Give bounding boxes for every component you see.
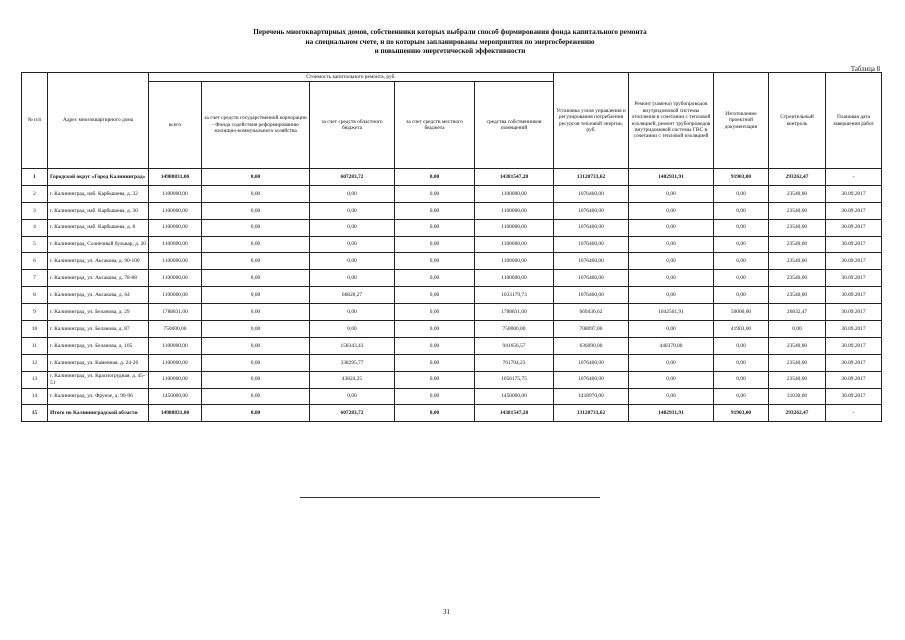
row-regional: 607283,72	[310, 169, 395, 186]
row-control: 23540,00	[769, 219, 826, 236]
row-pipes: 0,00	[629, 270, 714, 287]
row-meters: 1076460,00	[554, 236, 629, 253]
row-pipes: 0,00	[629, 354, 714, 371]
document-title	[140, 28, 760, 57]
row-deadline: 30.09.2017	[826, 304, 882, 321]
row-total: 14988831,00	[149, 169, 202, 186]
row-design: 50000,00	[714, 304, 769, 321]
row-deadline: 30.09.2017	[826, 253, 882, 270]
row-meters: 1076460,00	[554, 270, 629, 287]
row-deadline: 30.09.2017	[826, 321, 882, 338]
row-total: 1100000,00	[149, 202, 202, 219]
row-design: 41903,00	[714, 321, 769, 338]
row-address: г. Калининград, Солнечный бульвар, д. 20	[48, 236, 149, 253]
houses-table	[21, 72, 882, 422]
row-fund: 0,00	[202, 202, 310, 219]
table-row	[22, 202, 882, 219]
row-owners: 14381547,28	[475, 169, 554, 186]
title-line-3: и повышению энергетической эффективности	[374, 47, 526, 55]
row-owners: 761704,23	[475, 354, 554, 371]
signature-line	[300, 497, 600, 498]
row-design: 0,00	[714, 371, 769, 388]
row-owners: 1033179,73	[475, 287, 554, 304]
row-design: 0,00	[714, 287, 769, 304]
row-fund: 0,00	[202, 169, 310, 186]
table-row	[22, 371, 882, 388]
row-total: 1788831,00	[149, 304, 202, 321]
row-meters: 1076460,00	[554, 371, 629, 388]
row-address: г. Калининград, ул. Беланова, д. 87	[48, 321, 149, 338]
table-row	[22, 337, 882, 354]
row-pipes: 0,00	[629, 202, 714, 219]
row-fund: 0,00	[202, 236, 310, 253]
row-fund: 0,00	[202, 405, 310, 422]
row-regional: 66820,27	[310, 287, 395, 304]
row-meters: 636090,00	[554, 337, 629, 354]
row-local: 0,00	[395, 270, 475, 287]
row-total: 1100000,00	[149, 219, 202, 236]
row-deadline: 30.09.2017	[826, 337, 882, 354]
row-pipes: 0,00	[629, 219, 714, 236]
row-meters: 1076460,00	[554, 287, 629, 304]
row-total: 1100000,00	[149, 287, 202, 304]
row-number: 9	[22, 304, 48, 321]
header-regional: за счет средств областного бюджета	[310, 82, 395, 169]
row-deadline: 30.09.2017	[826, 202, 882, 219]
row-total: 1100000,00	[149, 253, 202, 270]
header-owners: средства собственников помещений	[475, 82, 554, 169]
row-control: 23540,00	[769, 287, 826, 304]
row-number: 4	[22, 219, 48, 236]
row-regional: 0,00	[310, 185, 395, 202]
row-owners: 1450000,00	[475, 388, 554, 405]
row-local: 0,00	[395, 304, 475, 321]
row-number: 10	[22, 321, 48, 338]
table-row	[22, 405, 882, 422]
row-number: 13	[22, 371, 48, 388]
row-fund: 0,00	[202, 321, 310, 338]
row-deadline: 30.09.2017	[826, 219, 882, 236]
row-control: 23540,00	[769, 202, 826, 219]
row-pipes: 0,00	[629, 236, 714, 253]
row-number: 5	[22, 236, 48, 253]
row-meters: 1076460,00	[554, 354, 629, 371]
row-fund: 0,00	[202, 185, 310, 202]
row-number: 7	[22, 270, 48, 287]
table-row	[22, 270, 882, 287]
table-row	[22, 253, 882, 270]
row-local: 0,00	[395, 253, 475, 270]
row-fund: 0,00	[202, 253, 310, 270]
row-regional: 0,00	[310, 219, 395, 236]
row-fund: 0,00	[202, 388, 310, 405]
row-address: Итого по Калининградской области	[48, 405, 149, 422]
row-pipes: 0,00	[629, 388, 714, 405]
row-meters: 708097,00	[554, 321, 629, 338]
row-total: 1450000,00	[149, 388, 202, 405]
header-deadline: Плановая дата завершения работ	[826, 73, 882, 169]
row-deadline: 30.09.2017	[826, 287, 882, 304]
row-pipes: 1482931,91	[629, 405, 714, 422]
row-meters: 1418970,00	[554, 388, 629, 405]
row-meters: 13120733,62	[554, 169, 629, 186]
row-owners: 1100000,00	[475, 236, 554, 253]
row-total: 1100000,00	[149, 270, 202, 287]
row-pipes: 0,00	[629, 185, 714, 202]
table-body	[22, 169, 882, 422]
row-control: 23540,00	[769, 185, 826, 202]
row-fund: 0,00	[202, 354, 310, 371]
row-design: 0,00	[714, 236, 769, 253]
row-total: 1100000,00	[149, 185, 202, 202]
header-num: № п/п	[22, 73, 48, 169]
title-line-2: на специальном счете, и по которым запланированы мероприятия по энергосбережению	[305, 37, 595, 46]
row-regional: 0,00	[310, 321, 395, 338]
row-design: 0,00	[714, 354, 769, 371]
row-control: 26832,47	[769, 304, 826, 321]
row-control: 23540,00	[769, 236, 826, 253]
row-control: 293262,47	[769, 169, 826, 186]
table-row	[22, 321, 882, 338]
row-total: 1100000,00	[149, 337, 202, 354]
row-regional: 43824,25	[310, 371, 395, 388]
row-address: г. Калининград, ул. Аксакова, д. 64	[48, 287, 149, 304]
row-local: 0,00	[395, 388, 475, 405]
row-fund: 0,00	[202, 371, 310, 388]
row-local: 0,00	[395, 337, 475, 354]
row-control: 293262,47	[769, 405, 826, 422]
row-pipes: 0,00	[629, 253, 714, 270]
row-local: 0,00	[395, 287, 475, 304]
header-total: всего	[149, 82, 202, 169]
row-local: 0,00	[395, 371, 475, 388]
row-pipes: 0,00	[629, 287, 714, 304]
header-fund: за счет средств государственной корпорации - Фонда содействия реформированию жилищно-коммунального хозяйства	[202, 82, 310, 169]
table-row	[22, 219, 882, 236]
row-owners: 14381547,28	[475, 405, 554, 422]
row-deadline: 30.09.2017	[826, 388, 882, 405]
table-row	[22, 388, 882, 405]
row-control: 31030,00	[769, 388, 826, 405]
row-total: 1100000,00	[149, 354, 202, 371]
row-deadline: 30.09.2017	[826, 185, 882, 202]
table-row	[22, 169, 882, 186]
row-regional: 0,00	[310, 388, 395, 405]
row-regional: 158343,43	[310, 337, 395, 354]
row-deadline: -	[826, 169, 882, 186]
row-address: г. Калининград, ул. Каменная, д. 24-26	[48, 354, 149, 371]
row-design: 0,00	[714, 202, 769, 219]
row-total: 1100000,00	[149, 371, 202, 388]
row-owners: 941656,57	[475, 337, 554, 354]
row-regional: 0,00	[310, 236, 395, 253]
header-design: Изготовление проектной документации	[714, 73, 769, 169]
header-address: Адрес многоквартирного дома	[48, 73, 149, 169]
row-local: 0,00	[395, 354, 475, 371]
row-owners: 1100000,00	[475, 185, 554, 202]
row-address: г. Калининград, наб. Карбышева, д. 30	[48, 202, 149, 219]
row-deadline: 30.09.2017	[826, 371, 882, 388]
row-pipes: 1482931,91	[629, 169, 714, 186]
row-regional: 0,00	[310, 202, 395, 219]
row-fund: 0,00	[202, 287, 310, 304]
row-deadline: 30.09.2017	[826, 270, 882, 287]
row-local: 0,00	[395, 405, 475, 422]
row-address: г. Калининград, ул. Аксакова, д. 90-100	[48, 253, 149, 270]
row-meters: 1076460,00	[554, 185, 629, 202]
row-number: 2	[22, 185, 48, 202]
row-number: 12	[22, 354, 48, 371]
row-address: г. Калининград, ул. Беланова, д. 29	[48, 304, 149, 321]
row-pipes: 0,00	[629, 371, 714, 388]
row-control: 23540,00	[769, 270, 826, 287]
row-control: 23540,00	[769, 337, 826, 354]
table-row	[22, 287, 882, 304]
row-meters: 1076460,00	[554, 219, 629, 236]
row-address: г. Калининград, наб. Карбышева, д. 8	[48, 219, 149, 236]
row-local: 0,00	[395, 169, 475, 186]
row-total: 1100000,00	[149, 236, 202, 253]
row-deadline: 30.09.2017	[826, 354, 882, 371]
page-number: 31	[443, 608, 450, 616]
row-pipes: 0,00	[629, 321, 714, 338]
row-number: 1	[22, 169, 48, 186]
table-row	[22, 354, 882, 371]
row-control: 23540,00	[769, 253, 826, 270]
row-design: 0,00	[714, 388, 769, 405]
row-total: 14988831,00	[149, 405, 202, 422]
row-local: 0,00	[395, 219, 475, 236]
row-owners: 1100000,00	[475, 270, 554, 287]
row-regional: 338295,77	[310, 354, 395, 371]
row-local: 0,00	[395, 202, 475, 219]
header-local: за счет средств местного бюджета	[395, 82, 475, 169]
row-meters: 1076460,00	[554, 253, 629, 270]
row-number: 14	[22, 388, 48, 405]
row-number: 6	[22, 253, 48, 270]
row-meters: 13120733,62	[554, 405, 629, 422]
row-design: 0,00	[714, 185, 769, 202]
row-pipes: 440370,00	[629, 337, 714, 354]
row-regional: 0,00	[310, 304, 395, 321]
row-control: 23540,00	[769, 354, 826, 371]
row-fund: 0,00	[202, 219, 310, 236]
row-address: г. Калининград, ул. Красногрудная, д. 45-51	[48, 371, 149, 388]
row-fund: 0,00	[202, 337, 310, 354]
header-pipes: Ремонт (замена) трубопроводов внутридомовой системы отопления в сочетании с тепловой изоляцией, ремонт трубопроводов внутридомовой системы ГВС в сочетании с тепловой изоляцией	[629, 73, 714, 169]
row-design: 91903,00	[714, 169, 769, 186]
row-pipes: 1042561,91	[629, 304, 714, 321]
row-number: 8	[22, 287, 48, 304]
row-owners: 1056175,75	[475, 371, 554, 388]
row-number: 3	[22, 202, 48, 219]
row-meters: 1076460,00	[554, 202, 629, 219]
row-deadline: -	[826, 405, 882, 422]
row-meters: 669436,62	[554, 304, 629, 321]
row-local: 0,00	[395, 236, 475, 253]
row-design: 0,00	[714, 253, 769, 270]
row-regional: 0,00	[310, 270, 395, 287]
row-deadline: 30.09.2017	[826, 236, 882, 253]
row-local: 0,00	[395, 321, 475, 338]
table-label: Таблица 8	[850, 66, 880, 73]
row-address: г. Калининград, ул. Фрунзе, д. 90-96	[48, 388, 149, 405]
row-design: 91903,00	[714, 405, 769, 422]
row-owners: 750000,00	[475, 321, 554, 338]
row-regional: 607283,72	[310, 405, 395, 422]
row-address: г. Калининград, ул. Аксакова, д. 78-88	[48, 270, 149, 287]
table-row	[22, 185, 882, 202]
row-address: г. Калининград, наб. Карбышева, д. 32	[48, 185, 149, 202]
header-control: Строительный контроль	[769, 73, 826, 169]
row-owners: 1100000,00	[475, 253, 554, 270]
row-control: 23540,00	[769, 371, 826, 388]
row-design: 0,00	[714, 270, 769, 287]
header-cost-group: Стоимость капитального ремонта, руб.	[149, 73, 554, 82]
row-owners: 1100000,00	[475, 202, 554, 219]
row-owners: 1100000,00	[475, 219, 554, 236]
row-total: 750000,00	[149, 321, 202, 338]
row-design: 0,00	[714, 219, 769, 236]
row-address: г. Калининград, ул. Беланова, д. 105	[48, 337, 149, 354]
row-fund: 0,00	[202, 304, 310, 321]
row-owners: 1788831,00	[475, 304, 554, 321]
row-number: 11	[22, 337, 48, 354]
table-row	[22, 236, 882, 253]
row-design: 0,00	[714, 337, 769, 354]
row-control: 0,00	[769, 321, 826, 338]
row-number: 15	[22, 405, 48, 422]
header-meters: Установка узлов управления и регулирования потребления ресурсов тепловой энергии, руб.	[554, 73, 629, 169]
row-address: Городской округ «Город Калининград»	[48, 169, 149, 186]
row-fund: 0,00	[202, 270, 310, 287]
title-line-1: Перечень многоквартирных домов, собственники которых выбрали способ формирования фонда капитального ремонта	[253, 28, 647, 36]
row-regional: 0,00	[310, 253, 395, 270]
table-row	[22, 304, 882, 321]
row-local: 0,00	[395, 185, 475, 202]
